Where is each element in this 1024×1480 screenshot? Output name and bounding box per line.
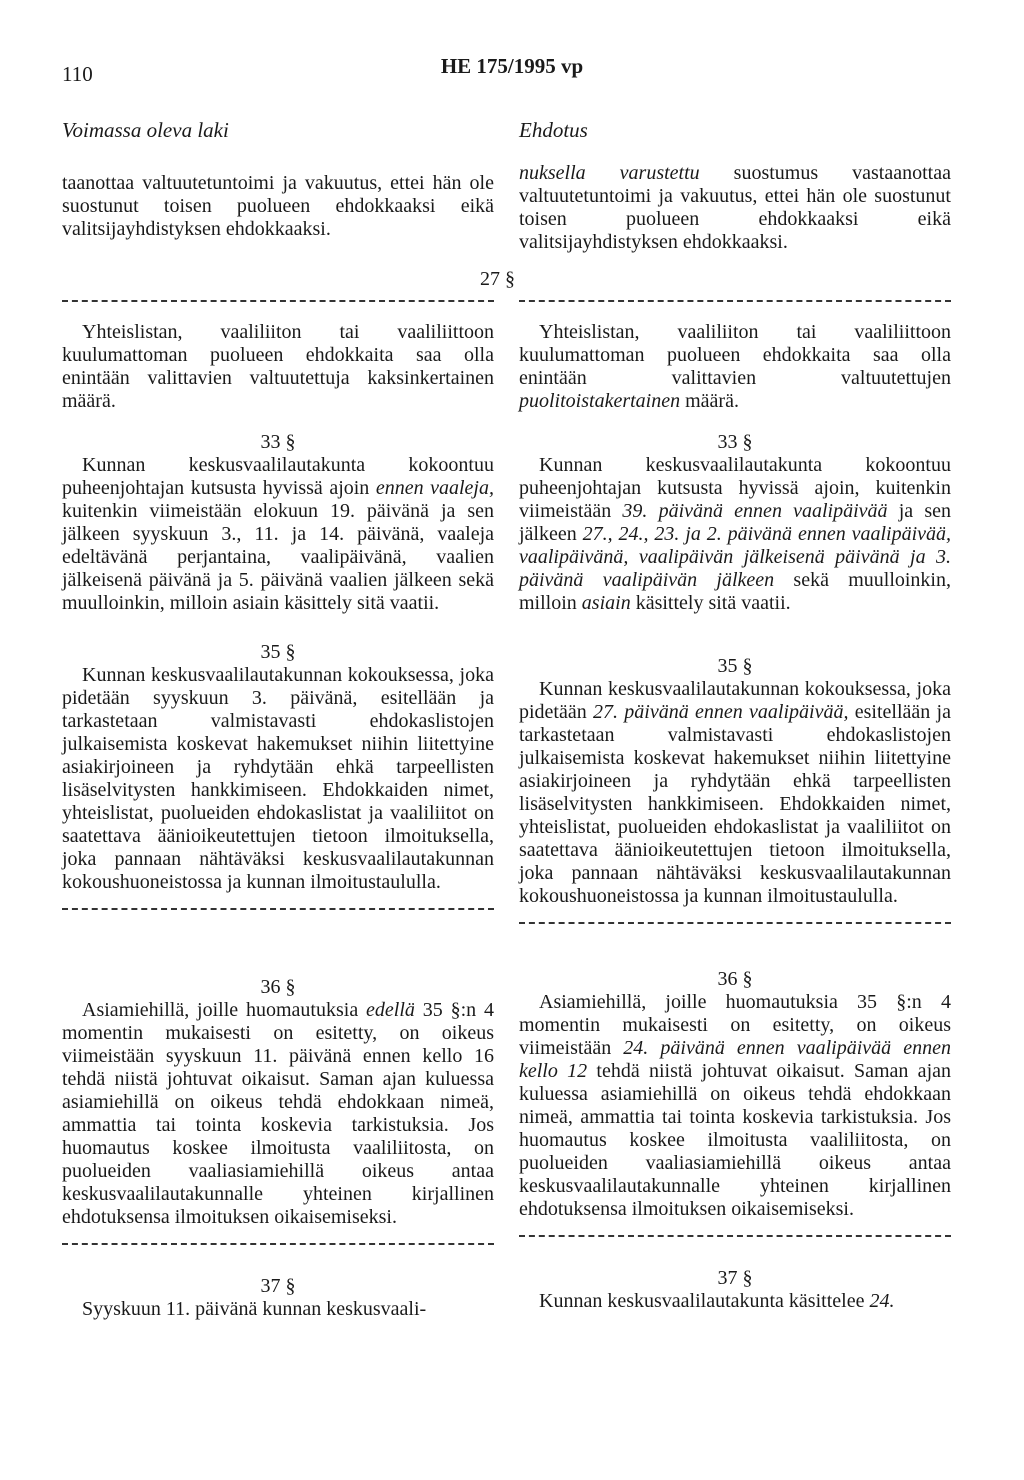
left-column-27 — [62, 300, 494, 910]
right-column-27 — [519, 300, 951, 924]
right-section-36-heading: 36 § — [717, 968, 753, 990]
left-column-title: Voimassa oleva laki — [62, 118, 229, 142]
left-section-37-heading: 37 § — [260, 1275, 296, 1297]
page-number: 110 — [62, 62, 93, 86]
document-header: HE 175/1995 vp — [440, 54, 584, 78]
right-paragraph-36: Asiamiehillä, joille huomautuksia 35 §:n 4 momentin mukaisesti on esitetty, on oikeus viimeistään 24. päivänä ennen vaalipäivää ennen kello 12 tehdä niistä johtuvat oikaisut. Saman ajan kuluessa asiamiehillä on oikeus tehdä ehdokkaan nimeä, ammattia tai tointa koskevia tarkistuksia. Jos huomautus koskee ilmoitusta vaaliliitosta, on puolueiden vaaliasiamiehillä oikeus antaa keskusvaalilautakunnalle yhteinen kirjallinen ehdotuksensa ilmoituksen oikaisemiseksi. — [519, 991, 951, 1220]
omission-divider — [62, 908, 494, 910]
left-section-36-heading: 36 § — [260, 976, 296, 998]
section-27-heading: 27 § — [480, 268, 515, 290]
omission-divider — [62, 1243, 494, 1245]
omission-divider — [62, 300, 494, 302]
right-paragraph-27: Yhteislistan, vaaliliiton tai vaaliliittoon kuulumattoman puolueen ehdokkaita saa olla enintään valittavien valtuutettujen puolitoistakertainen määrä. — [519, 321, 951, 412]
right-column-title: Ehdotus — [519, 118, 588, 142]
right-paragraph-35: Kunnan keskusvaalilautakunnan kokouksessa, joka pidetään 27. päivänä ennen vaalipäivää, esitellään ja tarkastetaan valmistavasti ehdokaslistojen julkaisemista koskevat hakemukset niihin liitettyine asiakirjoineen ja ryhdytään ehkä tarpeellisten lisäselvitysten hankkimiseen. Ehdokkaiden nimet, yhteislistat, puolueiden ehdokaslistat ja vaaliliitot on saatettava äänioikeutettujen tietoon ilmoituksella, joka pannaan nähtäväksi keskusvaalilautakunnan kokoushuoneistossa ja kunnan ilmoitustaululla. — [519, 678, 951, 907]
right-section-33-heading: 33 § — [717, 431, 753, 453]
right-section-37-heading: 37 § — [717, 1267, 753, 1289]
omission-divider — [519, 922, 951, 924]
left-paragraph-37: Syyskuun 11. päivänä kunnan keskusvaali- — [82, 1298, 427, 1320]
omission-divider — [519, 1235, 951, 1237]
right-paragraph-1: nuksella varustettu suostumus vastaanottaa valtuutetuntoimi ja vakuutus, ettei hän ole suostunut toisen puolueen ehdokkaaksi eikä valitsijayhdistyksen ehdokkaaksi. — [519, 162, 951, 253]
omission-divider — [519, 300, 951, 302]
right-column-36 — [519, 968, 951, 1313]
left-column-36 — [62, 976, 494, 1321]
left-paragraph-35: Kunnan keskusvaalilautakunnan kokouksessa, joka pidetään syyskuun 3. päivänä, esitellään ja tarkastetaan valmistavasti ehdokaslistojen julkaisemista koskevat hakemukset niihin liitettyine asiakirjoineen ja ryhdytään ehkä tarpeellisten lisäselvitysten hankkimiseen. Ehdokkaiden nimet, yhteislistat, puolueiden ehdokaslistat ja vaaliliitot on saatettava äänioikeutettujen tietoon ilmoituksella, joka pannaan nähtäväksi keskusvaalilautakunnan kokoushuoneistossa ja kunnan ilmoitustaululla. — [62, 664, 494, 893]
left-paragraph-27: Yhteislistan, vaaliliiton tai vaaliliittoon kuulumattoman puolueen ehdokkaita saa olla enintään valittavien valtuutettuja kaksinkertainen määrä. — [62, 321, 494, 412]
left-paragraph-1: taanottaa valtuutetuntoimi ja vakuutus, ettei hän ole suostunut toisen puolueen ehdokkaaksi eikä valitsijayhdistyksen ehdokkaaksi. — [62, 172, 494, 240]
left-section-33-heading: 33 § — [260, 431, 296, 453]
left-paragraph-36: Asiamiehillä, joille huomautuksia edellä 35 §:n 4 momentin mukaisesti on esitetty, on oikeus viimeistään syyskuun 11. päivänä ennen kello 16 tehdä niistä johtuvat oikaisut. Saman ajan kuluessa asiamiehillä on oikeus tehdä ehdokkaan nimeä, ammattia tai tointa koskevia tarkistuksia. Jos huomautus koskee ilmoitusta vaaliliitosta, on puolueiden vaaliasiamiehillä oikeus antaa keskusvaalilautakunnalle yhteinen kirjallinen ehdotuksensa ilmoituksen oikaisemiseksi. — [62, 999, 495, 1228]
left-paragraph-33: Kunnan keskusvaalilautakunta kokoontuu puheenjohtajan kutsusta hyvissä ajoin ennen vaaleja, kuitenkin viimeistään elokuun 19. päivänä ja sen jälkeen syyskuun 3., 11. ja 14. päivänä, vaaleja edeltävänä perjantaina, vaalipäivänä, vaalien jälkeisenä päivänä ja 5. päivänä vaalien jälkeen sekä muulloinkin, milloin asiain käsittely sitä vaatii. — [62, 454, 494, 614]
right-section-35-heading: 35 § — [717, 655, 753, 677]
right-paragraph-37: Kunnan keskusvaalilautakunta käsittelee 24. — [539, 1290, 895, 1312]
right-paragraph-33: Kunnan keskusvaalilautakunta kokoontuu puheenjohtajan kutsusta hyvissä ajoin, kuitenkin viimeistään 39. päivänä ennen vaalipäivää ja sen jälkeen 27., 24., 23. ja 2. päivänä ennen vaalipäivää, vaalipäivänä, vaalipäivän jälkeisenä päivänä ja 3. päivänä vaalipäivän jälkeen sekä muulloinkin, milloin asiain käsittely sitä vaatii. — [519, 454, 952, 614]
left-section-35-heading: 35 § — [260, 641, 296, 663]
left-column — [62, 172, 494, 241]
right-column — [519, 162, 951, 254]
